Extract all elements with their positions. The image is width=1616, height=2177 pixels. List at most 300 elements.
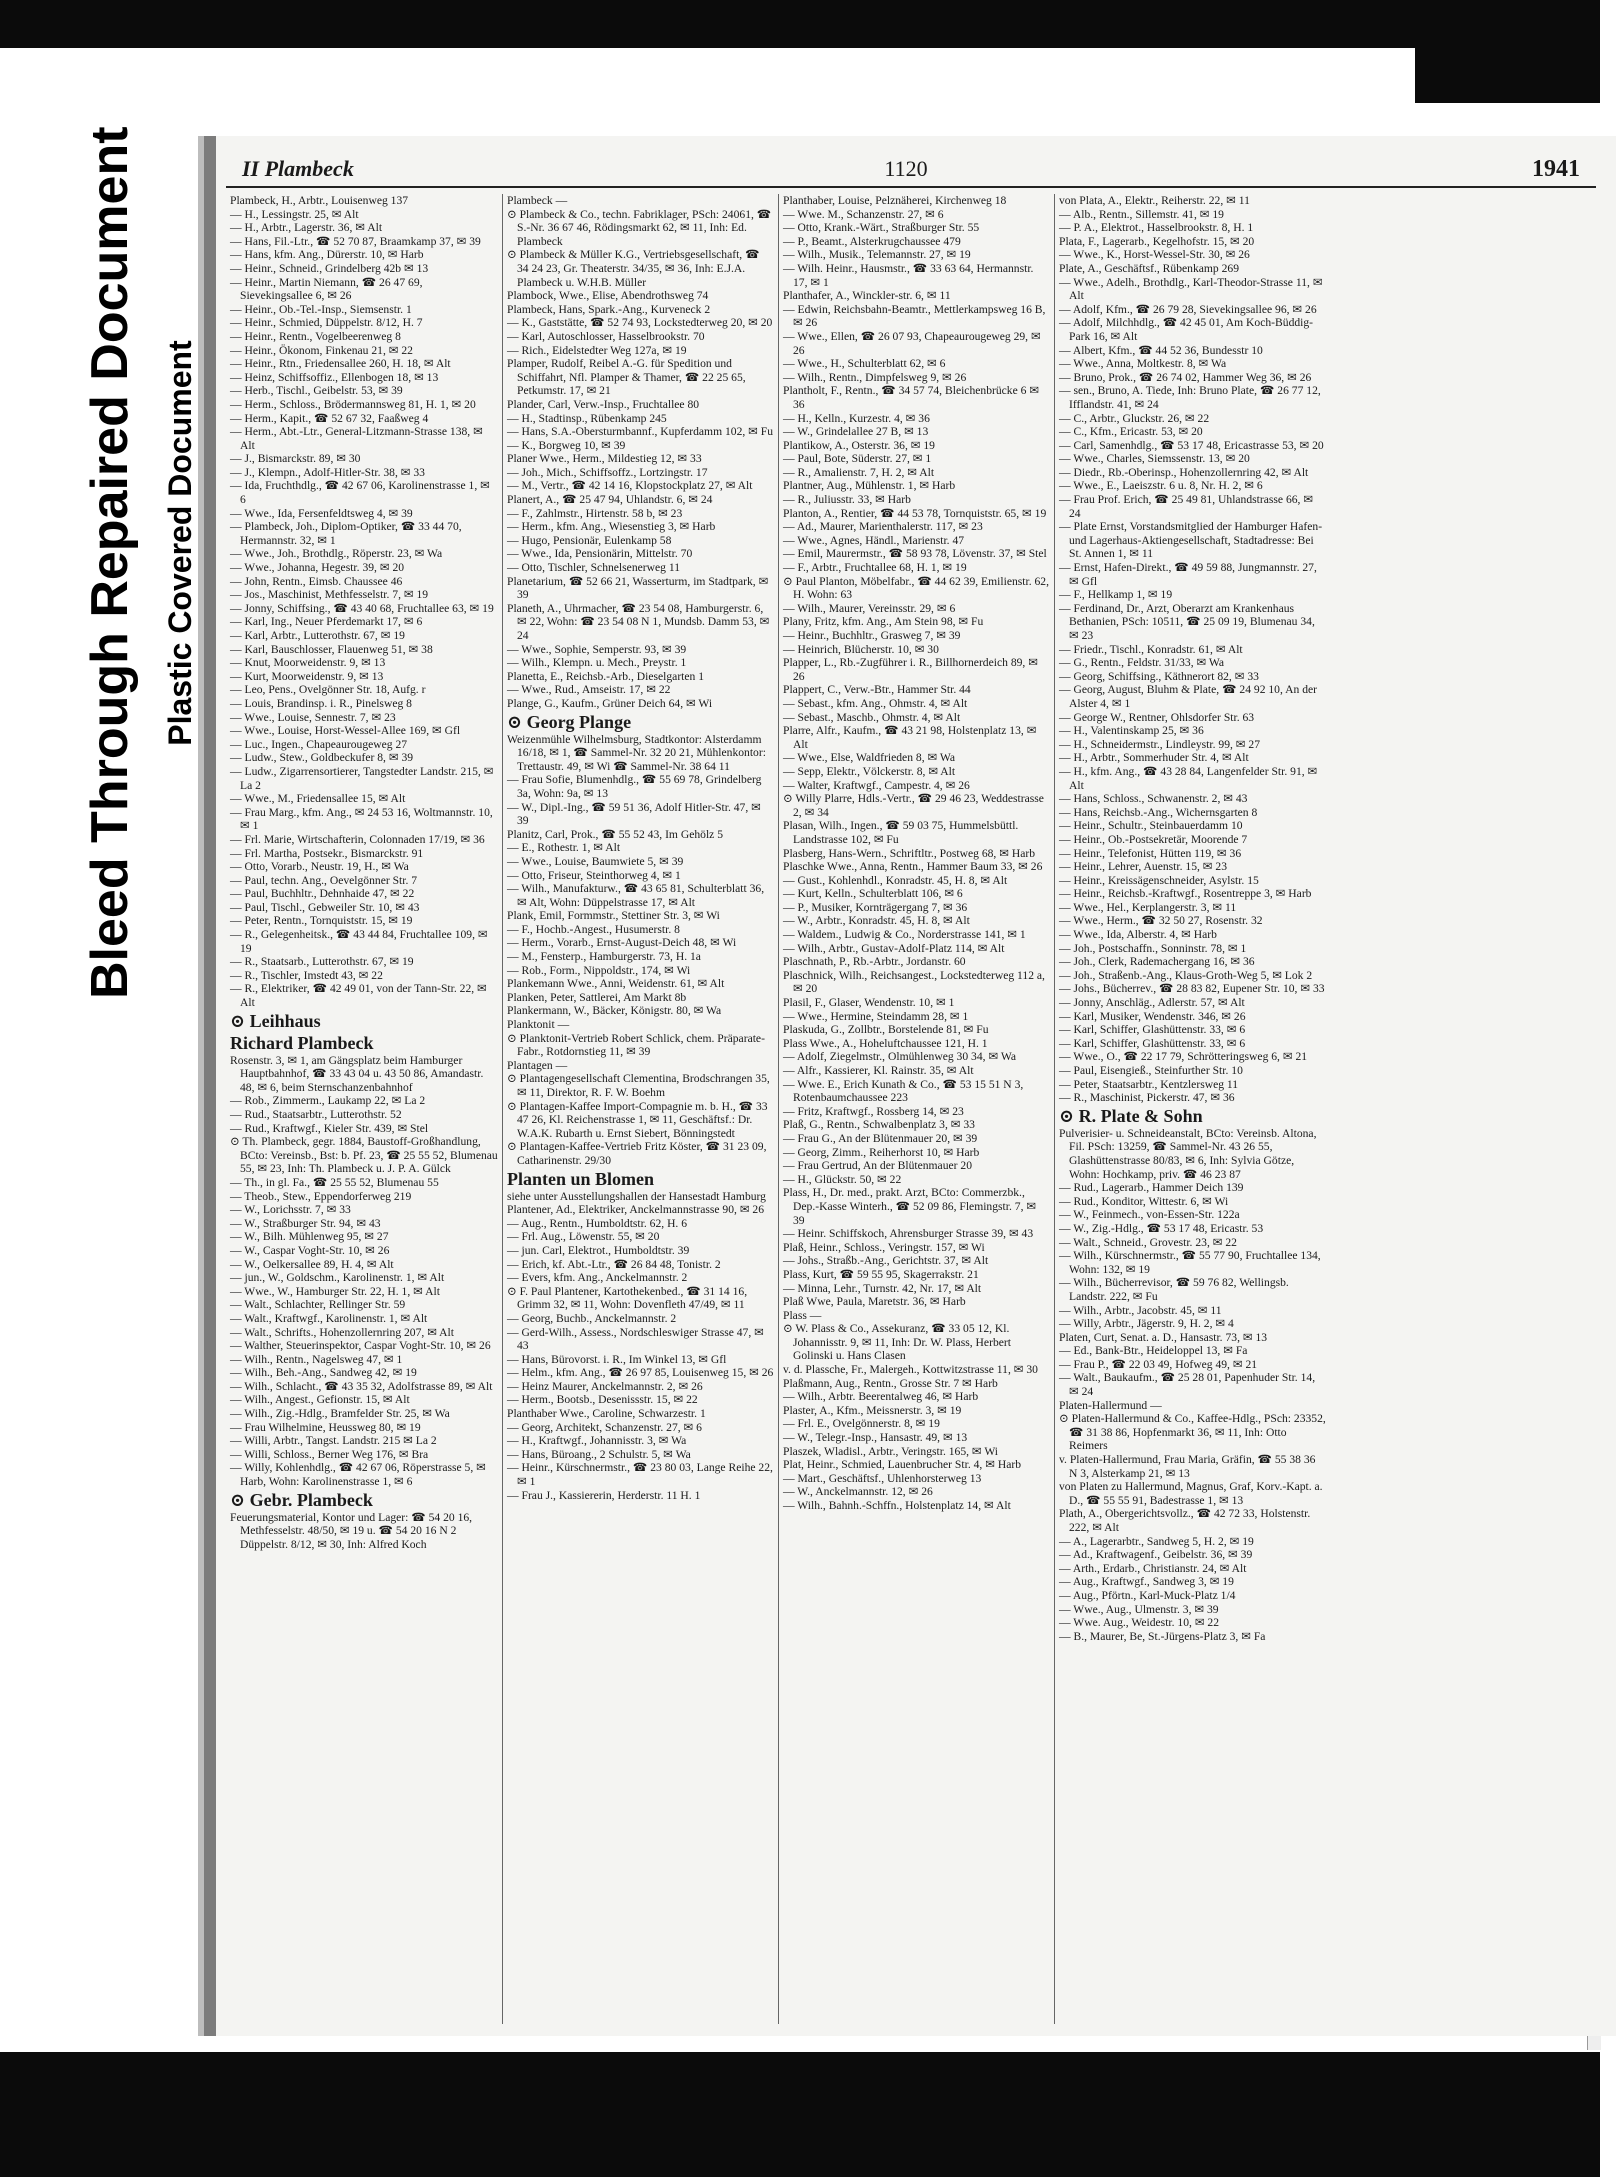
directory-entry: — Heinz, Schiffsoffiz., Ellenbogen 18, ✉ 13: [230, 370, 439, 384]
directory-entry: — Heinr., Lehrer, Auenstr. 15, ✉ 23: [1059, 860, 1227, 874]
directory-entry: — Wilh., Arbtr., Jacobstr. 45, ✉ 11: [1059, 1303, 1222, 1317]
directory-entry: — Bruno, Prok., ☎ 26 74 02, Hammer Weg 36, ✉ 26: [1059, 370, 1312, 384]
directory-entry: — G., Rentn., Feldstr. 31/33, ✉ Wa: [1059, 656, 1225, 670]
directory-entry: — W., Oelkersallee 89, H. 4, ✉ Alt: [230, 1257, 394, 1271]
column-3: [778, 194, 1054, 2024]
directory-entry: Richard Plambeck: [230, 1032, 374, 1053]
directory-entry: ⊙ F. Paul Plantener, Kartothekenbed., ☎ 31 14 16, Grimm 32, ✉ 11, Wohn: Dovenfleth 47/49, ✉ 11: [507, 1284, 748, 1312]
directory-entry: — Heinr., Reichsb.-Kraftwgf., Rosentreppe 3, ✉ Harb: [1059, 887, 1312, 901]
directory-entry: — Minna, Lehr., Turnstr. 42, Nr. 17, ✉ Alt: [783, 1281, 982, 1295]
directory-entry: — Wwe., Ida, Pensionärin, Mittelstr. 70: [507, 547, 693, 561]
directory-entry: Plarre, Alfr., Kaufm., ☎ 43 21 98, Holstenplatz 13, ✉ Alt: [783, 724, 1037, 751]
directory-entry: — Hans, S.A.-Obersturmbannf., Kupferdamm 102, ✉ Fu: [507, 425, 774, 439]
directory-entry: Plaßmann, Aug., Rentn., Grosse Str. 7 ✉ Harb: [783, 1376, 998, 1390]
directory-entry: — H., Glückstr. 50, ✉ 22: [783, 1172, 902, 1186]
directory-entry: — sen., Bruno, A. Tiede, Inh: Bruno Plate, ☎ 26 77 12, Ifflandstr. 41, ✉ 24: [1059, 384, 1321, 411]
directory-entry: — Walt., Schneid., Grovestr. 23, ✉ 22: [1059, 1235, 1237, 1249]
directory-entry: — H., Schneidermstr., Lindleystr. 99, ✉ 27: [1059, 737, 1260, 751]
directory-entry: — Helm., kfm. Ang., ☎ 26 97 85, Louisenweg 15, ✉ 26: [507, 1366, 774, 1380]
label-bleed-through: Bleed Through: [81, 632, 139, 999]
directory-entry: — Hans, Reichsb.-Ang., Wichernsgarten 8: [1059, 805, 1258, 819]
directory-entry: — Willi, Schloss., Berner Weg 176, ✉ Bra: [230, 1447, 429, 1461]
directory-entry: — Aug., Rentn., Humboldtstr. 62, H. 6: [507, 1216, 688, 1230]
label-plastic-covered: Plastic Covered Document: [162, 340, 198, 746]
directory-entry: — Hugo, Pensionär, Eulenkamp 58: [507, 533, 672, 547]
column-2: [502, 194, 778, 2024]
directory-entry: — Wilh., Bücherrevisor, ☎ 59 76 82, Wellingsb. Landstr. 222, ✉ Fu: [1059, 1276, 1289, 1303]
directory-entry: — Kurt, Kelln., Schulterblatt 106, ✉ 6: [783, 887, 963, 901]
directory-entry: Planert, A., ☎ 25 47 94, Uhlandstr. 6, ✉ 24: [507, 493, 713, 507]
directory-entry: — Gerd-Wilh., Assess., Nordschleswiger Strasse 47, ✉ 43: [507, 1325, 764, 1353]
directory-entry: Plaß Wwe, Paula, Maretstr. 36, ✉ Harb: [783, 1295, 966, 1309]
directory-entry: — Wwe., O., ☎ 22 17 79, Schrötteringsweg 6, ✉ 21: [1059, 1050, 1308, 1064]
directory-entry: Plankermann, W., Bäcker, Königstr. 80, ✉ Wa: [507, 1004, 722, 1018]
directory-entry: Feuerungsmaterial, Kontor und Lager: ☎ 54 20 16, Methfesselstr. 48/50, ✉ 19 u. ☎ 54 20 16 N 2 Düppelstr. 8/12, ✉ 30, Inh: Alfred Koch: [230, 1510, 473, 1551]
directory-columns: [226, 194, 1596, 2024]
directory-entry: Plaster, A., Kfm., Meissnerstr. 3, ✉ 19: [783, 1403, 962, 1417]
directory-entry: — P. A., Elektrot., Hasselbrookstr. 8, H. 1: [1059, 221, 1254, 235]
directory-entry: Plambeck —: [507, 194, 568, 207]
column-1: [226, 194, 502, 2024]
directory-entry: — Kurt, Moorweidenstr. 9, ✉ 13: [230, 669, 384, 683]
directory-entry: — Wwe., W., Hamburger Str. 22, H. 1, ✉ Alt: [230, 1284, 440, 1298]
directory-entry: — Knut, Moorweidenstr. 9, ✉ 13: [230, 656, 386, 670]
directory-entry: — Wwe., Hermine, Steindamm 28, ✉ 1: [783, 1009, 969, 1023]
directory-entry: — Georg, Architekt, Schanzenstr. 27, ✉ 6: [507, 1420, 702, 1434]
directory-entry: — Joh., Straßenb.-Ang., Klaus-Groth-Weg 5, ✉ Lok 2: [1059, 968, 1313, 982]
directory-entry: — Wilh., Bahnh.-Schffn., Holstenplatz 14, ✉ Alt: [783, 1499, 1011, 1512]
directory-entry: — M., Fensterp., Hamburgerstr. 73, H. 1a: [507, 950, 701, 964]
scan-border-bottom: [0, 2052, 1600, 2177]
directory-entry: — Theob., Stew., Eppendorferweg 219: [230, 1189, 412, 1203]
directory-entry: — Heinr., Ökonom, Finkenau 21, ✉ 22: [230, 343, 413, 357]
directory-entry: siehe unter Ausstellungshallen der Hansestadt Hamburg: [507, 1189, 766, 1203]
directory-entry: — Adolf, Ziegelmstr., Olmühlenweg 30 34, ✉ Wa: [783, 1050, 1017, 1064]
directory-entry: — Heinr., Ob.-Tel.-Insp., Siemsenstr. 1: [230, 302, 412, 316]
directory-entry: Plass, Kurt, ☎ 59 55 95, Skagerrakstr. 21: [783, 1267, 979, 1281]
directory-entry: — R., Juliusstr. 33, ✉ Harb: [783, 493, 911, 507]
directory-entry: — Wwe., Johanna, Hegestr. 39, ✉ 20: [230, 561, 405, 575]
directory-entry: — Wwe., M., Friedensallee 15, ✉ Alt: [230, 792, 406, 806]
directory-entry: — Hans, kfm. Ang., Dürerstr. 10, ✉ Harb: [230, 248, 424, 262]
directory-entry: — Plambeck, Joh., Diplom-Optiker, ☎ 33 44 70, Hermannstr. 32, ✉ 1: [230, 520, 462, 547]
directory-entry: — Mart., Geschäftsf., Uhlenhorsterweg 13: [783, 1471, 982, 1485]
directory-entry: — Ed., Bank-Btr., Heideloppel 13, ✉ Fa: [1059, 1344, 1248, 1358]
directory-entry: — R., Elektriker, ☎ 42 49 01, von der Tann-Str. 22, ✉ Alt: [230, 982, 487, 1010]
directory-entry: — K., Gaststätte, ☎ 52 74 93, Lockstedterweg 20, ✉ 20: [507, 316, 773, 330]
directory-entry: — Wwe., Herm., ☎ 32 50 27, Rosenstr. 32: [1059, 914, 1263, 928]
running-head-left: II Plambeck: [242, 156, 354, 181]
directory-entry: — Luc., Ingen., Chapeaurougeweg 27: [230, 737, 408, 751]
directory-entry: — Herb., Tischl., Geibelstr. 53, ✉ 39: [230, 384, 403, 398]
directory-entry: Plander, Carl, Verw.-Insp., Fruchtallee 80: [507, 397, 700, 411]
directory-entry: — Sebast., Maschb., Ohmstr. 4, ✉ Alt: [783, 710, 961, 724]
directory-entry: — Otto, Friseur, Steinthorweg 4, ✉ 1: [507, 868, 681, 882]
directory-entry: Plamper, Rudolf, Reibel A.-G. für Spedition und Schiffahrt, Nfl. Plamper & Thamer, ☎ 22 25 65, Petkumstr. 17, ✉ 21: [507, 357, 746, 398]
directory-entry: — Jos., Maschinist, Methfesselstr. 7, ✉ 19: [230, 588, 429, 602]
directory-entry: — Frau J., Kassiererin, Herderstr. 11 H. 1: [507, 1488, 701, 1502]
directory-entry: Planthafer, A., Winckler-str. 6, ✉ 11: [783, 289, 951, 303]
directory-entry: — Jonny, Anschläg., Adlerstr. 57, ✉ Alt: [1059, 996, 1245, 1010]
directory-entry: ⊙ Plantagen-Kaffee Import-Compagnie m. b. H., ☎ 33 47 26, Kl. Reichenstrasse 1, ✉ 11, Geschäftsf.: Dr. W.A.K. Rubarth u. Ernst Siebert, Bönningstedt: [507, 1099, 768, 1140]
directory-entry: — Wilh., Angest., Gefionstr. 15, ✉ Alt: [230, 1393, 410, 1407]
directory-entry: — Diedr., Rb.-Oberinsp., Hohenzollernring 42, ✉ Alt: [1059, 465, 1309, 479]
directory-entry: — F., Arbtr., Fruchtallee 68, H. 1, ✉ 19: [783, 561, 967, 575]
directory-entry: — Paul, Eisengieß., Steinfurther Str. 10: [1059, 1064, 1243, 1077]
directory-entry: ⊙ Plambeck & Co., techn. Fabriklager, PSch: 24061, ☎ S.-Nr. 36 67 46, Rödingsmarkt 62, ✉ 11, Inh: Ed. Plambeck: [507, 207, 772, 248]
directory-entry: — J., Bismarckstr. 89, ✉ 30: [230, 452, 361, 466]
directory-entry: — Fritz, Kraftwgf., Rossberg 14, ✉ 23: [783, 1104, 964, 1118]
directory-entry: — Heinr., Rtn., Friedensallee 260, H. 18, ✉ Alt: [230, 357, 451, 371]
directory-entry: Platen-Hallermund —: [1059, 1398, 1162, 1412]
directory-entry: — Wwe., Louise, Baumwiete 5, ✉ 39: [507, 854, 684, 868]
directory-entry: Planthaber Wwe., Caroline, Schwarzestr. 1: [507, 1407, 706, 1421]
directory-entry: — Frau Marg., kfm. Ang., ✉ 24 53 16, Woltmannstr. 10, ✉ 1: [230, 805, 493, 833]
directory-entry: ⊙ Paul Planton, Möbelfabr., ☎ 44 62 39, Emilienstr. 62, H. Wohn: 63: [783, 574, 1049, 602]
directory-entry: — Herm., Abt.-Ltr., General-Litzmann-Strasse 138, ✉ Alt: [230, 425, 483, 452]
directory-entry: — Herm., Kapit., ☎ 52 67 32, Faaßweg 4: [230, 411, 429, 425]
directory-entry: Planetta, E., Reichsb.-Arb., Dieselgarten 1: [507, 669, 705, 683]
directory-entry: — Heinr., Rentn., Vogelbeerenweg 8: [230, 329, 401, 343]
directory-entry: Planetarium, ☎ 52 66 21, Wasserturm, im Stadtpark, ✉ 39: [507, 574, 769, 602]
directory-entry: — Wilh., Zig.-Hdlg., Bramfelder Str. 25, ✉ Wa: [230, 1407, 450, 1421]
directory-entry: — Wwe., Hel., Kerplangerstr. 3, ✉ 11: [1059, 900, 1237, 914]
directory-entry: — Karl, Schiffer, Glashüttenstr. 33, ✉ 6: [1059, 1036, 1246, 1050]
directory-entry: Plantikow, A., Osterstr. 36, ✉ 19: [783, 438, 935, 452]
directory-entry: — H., Stadtinsp., Rübenkamp 245: [507, 411, 667, 425]
directory-entry: Planken, Peter, Sattlerei, Am Markt 8b: [507, 990, 687, 1004]
directory-entry: — Heinrich, Blücherstr. 10, ✉ 30: [783, 642, 939, 656]
directory-entry: — Albert, Kfm., ☎ 44 52 36, Bundesstr 10: [1059, 343, 1263, 357]
directory-entry: — Paul, Bote, Süderstr. 27, ✉ 1: [783, 452, 932, 466]
directory-entry: — Heinr., Telefonist, Hütten 119, ✉ 36: [1059, 846, 1242, 860]
directory-entry: — Wwe. Aug., Weidestr. 10, ✉ 22: [1059, 1616, 1220, 1630]
directory-entry: — W., Caspar Voght-Str. 10, ✉ 26: [230, 1243, 390, 1257]
directory-entry: — Wilh., Kürschnermstr., ☎ 55 77 90, Fruchtallee 134, Wohn: 132, ✉ 19: [1059, 1249, 1321, 1276]
directory-entry: — Heinz Maurer, Anckelmannstr. 2, ✉ 26: [507, 1379, 703, 1393]
directory-entry: Planton, A., Rentier, ☎ 44 53 78, Tornquiststr. 65, ✉ 19: [783, 506, 1047, 520]
directory-entry: Plappert, C., Verw.-Btr., Hammer Str. 44: [783, 683, 971, 697]
directory-entry: — K., Borgweg 10, ✉ 39: [507, 438, 626, 452]
directory-entry: — Otto, Vorarb., Neustr. 19, H., ✉ Wa: [230, 860, 409, 874]
directory-entry: — Wilh., Maurer, Vereinsstr. 29, ✉ 6: [783, 601, 956, 615]
directory-entry: — Heinr., Buchhltr., Grasweg 7, ✉ 39: [783, 629, 961, 642]
directory-entry: — Th., in gl. Fa., ☎ 25 55 52, Blumenau 55: [230, 1175, 439, 1189]
directory-entry: — H., Arbtr., Lagerstr. 36, ✉ Alt: [230, 221, 383, 235]
directory-entry: — Heinr., Schmied, Düppelstr. 8/12, H. 7: [230, 316, 423, 330]
directory-entry: — R., Gelegenheitsk., ☎ 43 44 84, Fruchtallee 109, ✉ 19: [230, 928, 488, 955]
directory-entry: ⊙ Plambeck & Müller K.G., Vertriebsgesellschaft, ☎ 34 24 23, Gr. Theaterstr. 34/35, ✉ 36, Inh: E.J.A. Plambeck u. W.H.B. Müller: [507, 248, 760, 289]
directory-entry: — Karl, Bauschlosser, Flauenweg 51, ✉ 38: [230, 642, 433, 656]
directory-entry: — Willy, Arbtr., Jägerstr. 9, H. 2, ✉ 4: [1059, 1317, 1234, 1331]
directory-entry: — Rud., Konditor, Wittestr. 6, ✉ Wi: [1059, 1194, 1229, 1208]
directory-entry: Planeth, A., Uhrmacher, ☎ 23 54 08, Hamburgerstr. 6, ✉ 22, Wohn: ☎ 23 54 08 N 1, Mundsb. Damm 53, ✉ 24: [507, 601, 770, 642]
directory-entry: — B., Maurer, Be, St.-Jürgens-Platz 3, ✉ Fa: [1059, 1629, 1266, 1643]
label-bleed-repaired: [75, 126, 145, 999]
directory-entry: — Wwe., K., Horst-Wessel-Str. 30, ✉ 26: [1059, 248, 1250, 262]
directory-entry: — Walt., Kraftwgf., Karolinenstr. 1, ✉ Alt: [230, 1311, 428, 1325]
directory-entry: — Louis, Brandinsp. i. R., Pinelsweg 8: [230, 696, 412, 710]
directory-entry: ⊙ Th. Plambeck, gegr. 1884, Baustoff-Großhandlung, BCto: Vereinsb., Bst: b. Pf. 23, ☎ 25 55 52, Blumenau 55, ✉ 23, Inh: Th. Plambeck u. J. P. A. Gülck: [230, 1135, 498, 1176]
scanned-page: [204, 136, 1616, 2036]
directory-entry: v. d. Plassche, Fr., Malergeh., Kottwitzstrasse 11, ✉ 30: [783, 1363, 1038, 1377]
directory-entry: — Hans, Büroang., 2 Schulstr. 5, ✉ Wa: [507, 1447, 691, 1461]
directory-entry: — Adolf, Kfm., ☎ 26 79 28, Sievekingsallee 96, ✉ 26: [1059, 302, 1317, 316]
directory-entry: — Johs., Straßb.-Ang., Gerichtstr. 37, ✉ Alt: [783, 1254, 989, 1268]
directory-entry: Plata, F., Lagerarb., Kegelhofstr. 15, ✉ 20: [1059, 234, 1255, 248]
directory-entry: — Frau Prof. Erich, ☎ 25 49 81, Uhlandstrasse 66, ✉ 24: [1059, 493, 1314, 520]
directory-entry: Plambeck, Hans, Spark.-Ang., Kurveneck 2: [507, 302, 711, 316]
directory-entry: — George W., Rentner, Ohlsdorfer Str. 63: [1059, 710, 1255, 724]
directory-entry: — Rob., Zimmerm., Laukamp 22, ✉ La 2: [230, 1094, 426, 1108]
directory-entry: — Leo, Pens., Ovelgönner Str. 18, Aufg. r: [230, 683, 426, 697]
directory-entry: — Herm., Vorarb., Ernst-August-Deich 48, ✉ Wi: [507, 936, 737, 950]
directory-entry: Plate, A., Geschäftsf., Rübenkamp 269: [1059, 261, 1239, 275]
directory-entry: — Wilh., Manufakturw., ☎ 43 65 81, Schulterblatt 36, ✉ Alt, Wohn: Düppelstrasse 17, ✉ Alt: [507, 882, 765, 909]
directory-entry: Plange, G., Kaufm., Grüner Deich 64, ✉ Wi: [507, 696, 713, 710]
directory-entry: — Willi, Arbtr., Tangst. Landstr. 215 ✉ La 2: [230, 1434, 437, 1448]
directory-entry: — R., Staatsarb., Lutterothstr. 67, ✉ 19: [230, 955, 414, 969]
directory-entry: Plantener, Ad., Elektriker, Anckelmannstrasse 90, ✉ 26: [507, 1203, 765, 1217]
directory-entry: Plankemann Wwe., Anni, Weidenstr. 61, ✉ Alt: [507, 977, 725, 991]
directory-entry: — H., Lessingstr. 25, ✉ Alt: [230, 207, 359, 221]
directory-entry: — Heinr., Schneid., Grindelberg 42b ✉ 13: [230, 261, 429, 275]
directory-entry: — Frau Wilhelmine, Heussweg 80, ✉ 19: [230, 1420, 421, 1434]
directory-entry: — Sebast., kfm. Ang., Ohmstr. 4, ✉ Alt: [783, 696, 968, 710]
directory-entry: — Karl, Schiffer, Glashüttenstr. 33, ✉ 6: [1059, 1023, 1246, 1037]
directory-entry: — Wwe., Ida, Fersenfeldtsweg 4, ✉ 39: [230, 506, 413, 520]
directory-entry: Pulverisier- u. Schneideanstalt, BCto: Vereinsb. Altona, Fil. PSch: 13259, ☎ Sammel-Nr. 43 26 55, Glashüttenstrasse 80/83, ✉ 6, Inh: Sylvia Götze, Wohn: Hochkamp, priv. ☎ 46 23 87: [1059, 1126, 1317, 1181]
directory-entry: — Hans, Schloss., Schwanenstr. 2, ✉ 43: [1059, 792, 1248, 806]
directory-entry: — Rud., Kraftwgf., Kieler Str. 439, ✉ Stel: [230, 1121, 429, 1135]
directory-entry: — Walt., Schlachter, Rellinger Str. 59: [230, 1298, 406, 1312]
directory-entry: ⊙ Willy Plarre, Hdls.-Vertr., ☎ 29 46 23, Weddestrasse 2, ✉ 34: [783, 792, 1044, 819]
directory-entry: — Walter, Kraftwgf., Campestr. 4, ✉ 26: [783, 778, 970, 792]
directory-entry: — Heinr., Martin Niemann, ☎ 26 47 69, Sievekingsallee 6, ✉ 26: [230, 275, 423, 303]
directory-entry: Plasberg, Hans-Wern., Schriftltr., Postweg 68, ✉ Harb: [783, 846, 1035, 860]
directory-entry: v. Platen-Hallermund, Frau Maria, Gräfin, ☎ 55 38 36 N 3, Alsterkamp 21, ✉ 13: [1059, 1453, 1316, 1480]
directory-entry: — Frl. Marie, Wirtschafterin, Colonnaden 17/19, ✉ 36: [230, 832, 485, 846]
directory-entry: — Karl, Ing., Neuer Pferdemarkt 17, ✉ 6: [230, 615, 423, 629]
directory-entry: ⊙ Planktonit-Vertrieb Robert Schlick, chem. Präparate-Fabr., Rotdornstieg 11, ✉ 39: [507, 1031, 765, 1059]
directory-entry: — W., Straßburger Str. 94, ✉ 43: [230, 1216, 381, 1230]
directory-entry: — Georg, Schiffsing., Käthnerort 82, ✉ 33: [1059, 669, 1259, 683]
directory-entry: Planitz, Carl, Prok., ☎ 55 52 43, Im Gehölz 5: [507, 827, 724, 841]
directory-entry: — Adolf, Milchhdlg., ☎ 42 45 01, Am Koch-Büddig-Park 16, ✉ Alt: [1059, 316, 1314, 343]
directory-entry: Plat, Heinr., Schmied, Lauenbrucher Str. 4, ✉ Harb: [783, 1458, 1021, 1472]
directory-entry: — Ludw., Stew., Goldbeckufer 8, ✉ 39: [230, 751, 414, 765]
directory-entry: — Edwin, Reichsbahn-Beamtr., Mettlerkampsweg 16 B, ✉ 26: [783, 302, 1046, 330]
directory-entry: Plantagen —: [507, 1058, 568, 1072]
directory-entry: — P., Musiker, Kornträgergang 7, ✉ 36: [783, 900, 968, 914]
directory-entry: Planten un Blomen: [507, 1168, 655, 1189]
directory-entry: — Wwe. E., Erich Kunath & Co., ☎ 53 15 51 N 3, Rotenbaumchaussee 223: [783, 1077, 1024, 1105]
directory-entry: Plasil, F., Glaser, Wendenstr. 10, ✉ 1: [783, 996, 955, 1010]
directory-entry: — Karl, Arbtr., Lutterothstr. 67, ✉ 19: [230, 629, 405, 642]
directory-entry: — Paul, Tischl., Gebweiler Str. 10, ✉ 43: [230, 900, 420, 914]
directory-entry: — Evers, kfm. Ang., Anckelmannstr. 2: [507, 1271, 688, 1285]
directory-entry: — H., kfm. Ang., ☎ 43 28 84, Langenfelder Str. 91, ✉ Alt: [1059, 764, 1318, 792]
directory-entry: ⊙ R. Plate & Sohn: [1059, 1105, 1203, 1126]
directory-entry: Plantholt, F., Rentn., ☎ 34 57 74, Bleichenbrücke 6 ✉ 36: [783, 384, 1040, 411]
directory-entry: — Wwe. M., Schanzenstr. 27, ✉ 6: [783, 207, 944, 221]
label-repaired: Repaired Document: [81, 126, 139, 618]
directory-entry: — Hans, Bürovorst. i. R., Im Winkel 13, ✉ Gfl: [507, 1352, 727, 1366]
directory-entry: Plath, A., Obergerichtsvollz., ☎ 42 72 33, Holstenstr. 222, ✉ Alt: [1059, 1507, 1311, 1534]
directory-entry: — Wilh., Rentn., Nagelsweg 47, ✉ 1: [230, 1352, 403, 1366]
directory-entry: — W., Dipl.-Ing., ☎ 59 51 36, Adolf Hitler-Str. 47, ✉ 39: [507, 800, 761, 828]
directory-entry: — Ernst, Hafen-Direkt., ☎ 49 59 88, Jungmannstr. 27, ✉ Gfl: [1059, 561, 1317, 588]
directory-entry: — Herm., kfm. Ang., Wiesenstieg 3, ✉ Harb: [507, 520, 716, 534]
directory-entry: Plaß, Heinr., Schloss., Veringstr. 157, ✉ Wi: [783, 1240, 985, 1254]
directory-entry: Plapper, L., Rb.-Zugführer i. R., Billhornerdeich 89, ✉ 26: [783, 656, 1038, 683]
directory-entry: — Wwe., Else, Waldfrieden 8, ✉ Wa: [783, 751, 956, 765]
directory-entry: Rosenstr. 3, ✉ 1, am Gängsplatz beim Hamburger Hauptbahnhof, ☎ 33 43 04 u. 43 50 86, Amandastr. 48, ✉ 6, beim Sternschanzenbahnhof: [230, 1053, 484, 1094]
directory-entry: — jun. Carl, Elektrot., Humboldtstr. 39: [507, 1243, 690, 1257]
directory-entry: — H., Kelln., Kurzestr. 4, ✉ 36: [783, 411, 930, 425]
directory-entry: — Georg, Zimm., Reiherhorst 10, ✉ Harb: [783, 1145, 980, 1159]
directory-entry: — H., Kraftwgf., Johannisstr. 3, ✉ Wa: [507, 1434, 687, 1448]
scan-border-top-right: [1415, 48, 1600, 103]
directory-entry: Plaschnick, Wilh., Reichsangest., Lockstedterweg 112 a, ✉ 20: [783, 968, 1045, 996]
directory-entry: — Georg, Buchb., Anckelmannstr. 2: [507, 1311, 677, 1325]
directory-entry: — Georg, August, Bluhm & Plate, ☎ 24 92 10, An der Alster 4, ✉ 1: [1059, 683, 1318, 710]
directory-entry: — Walt., Schrifts., Hohenzollernring 207, ✉ Alt: [230, 1325, 454, 1339]
directory-entry: — Peter, Staatsarbtr., Kentzlersweg 11: [1059, 1077, 1239, 1091]
directory-entry: — R., Amalienstr. 7, H. 2, ✉ Alt: [783, 465, 935, 479]
directory-entry: — Heinr. Schiffskoch, Ahrensburger Strasse 39, ✉ 43: [783, 1227, 1034, 1241]
directory-entry: — Wilh., Beh.-Ang., Sandweg 42, ✉ 19: [230, 1366, 417, 1380]
directory-entry: — Herm., Bootsb., Desenissstr. 15, ✉ 22: [507, 1393, 698, 1407]
directory-entry: — W., Arbtr., Konradstr. 45, H. 8, ✉ Alt: [783, 914, 970, 928]
directory-entry: — Walther, Steuerinspektor, Caspar Voght-Str. 10, ✉ 26: [230, 1339, 491, 1353]
directory-entry: — Wilh., Musik., Telemannstr. 27, ✉ 19: [783, 248, 971, 262]
directory-entry: — Wilh. Heinr., Hausmstr., ☎ 33 63 64, Hermannstr. 17, ✉ 1: [783, 261, 1034, 289]
directory-entry: — Wilh., Arbtr. Beerentalweg 46, ✉ Harb: [783, 1390, 979, 1404]
directory-entry: — Rob., Form., Nippoldstr., 174, ✉ Wi: [507, 963, 691, 977]
directory-entry: — Frl. Martha, Postsekr., Bismarckstr. 91: [230, 846, 424, 860]
directory-entry: — Rich., Eidelstedter Weg 127a, ✉ 19: [507, 343, 687, 357]
directory-entry: — Wwe., Anna, Moltkestr. 8, ✉ Wa: [1059, 357, 1227, 371]
directory-entry: — Joh., Clerk, Rademachergang 16, ✉ 36: [1059, 955, 1255, 969]
page-content: [226, 136, 1596, 2036]
directory-entry: — Frl. Aug., Löwenstr. 55, ✉ 20: [507, 1230, 660, 1244]
directory-entry: — Wwe., Joh., Brothdlg., Röperstr. 23, ✉ Wa: [230, 547, 443, 561]
directory-entry: Weizenmühle Wilhelmsburg, Stadtkontor: Alsterdamm 16/18, ✉ 1, ☎ Sammel-Nr. 32 20 21, Mühlenkontor: Trettaustr. 49, ✉ Wi ☎ Sammel-Nr. 38 64 11: [507, 732, 766, 773]
directory-entry: — Rud., Lagerarb., Hammer Deich 139: [1059, 1181, 1244, 1195]
column-4: [1054, 194, 1330, 2024]
directory-entry: — Otto, Tischler, Schnelsenerweg 11: [507, 561, 680, 575]
running-head: [226, 154, 1596, 188]
directory-entry: — Heinr., Ob.-Postsekretär, Moorende 7: [1059, 832, 1248, 846]
directory-entry: ⊙ Georg Plange: [507, 711, 632, 732]
directory-entry: — E., Rothestr. 1, ✉ Alt: [507, 841, 621, 855]
directory-entry: Plany, Fritz, kfm. Ang., Am Stein 98, ✉ Fu: [783, 615, 984, 629]
directory-entry: — W., Grindelallee 27 B, ✉ 13: [783, 425, 929, 439]
directory-entry: — H., Valentinskamp 25, ✉ 36: [1059, 724, 1204, 738]
directory-entry: — C., Kfm., Ericastr. 53, ✉ 20: [1059, 425, 1203, 439]
directory-entry: — A., Lagerarbtr., Sandweg 5, H. 2, ✉ 19: [1059, 1534, 1254, 1548]
directory-entry: — John, Rentn., Eimsb. Chaussee 46: [230, 574, 403, 588]
directory-entry: — Heinr., Kürschnermstr., ☎ 23 80 03, Lange Reihe 22, ✉ 1: [507, 1461, 773, 1489]
directory-entry: — W., Anckelmannstr. 12, ✉ 26: [783, 1485, 933, 1499]
directory-entry: — F., Zahlmstr., Hirtenstr. 58 b, ✉ 23: [507, 506, 683, 520]
directory-entry: — Frau P., ☎ 22 03 49, Hofweg 49, ✉ 21: [1059, 1357, 1258, 1371]
directory-entry: ⊙ Plantagen-Kaffee-Vertrieb Fritz Köster, ☎ 31 23 09, Catharinenstr. 29/30: [507, 1140, 767, 1167]
directory-entry: — Aug., Kraftwgf., Sandweg 3, ✉ 19: [1059, 1575, 1234, 1589]
directory-entry: — W., Telegr.-Insp., Hansastr. 49, ✉ 13: [783, 1431, 968, 1445]
directory-entry: — Ferdinand, Dr., Arzt, Oberarzt am Krankenhaus Bethanien, PSch: 10511, ☎ 25 09 19, Blumenau 34, ✉ 23: [1059, 601, 1315, 642]
directory-entry: — Plate Ernst, Vorstandsmitglied der Hamburger Hafen- und Lagerhaus-Aktiengesellschaft, Stadtadresse: Bei St. Annen 1, ✉ 11: [1059, 520, 1323, 561]
directory-entry: Plantner, Aug., Mühlenstr. 1, ✉ Harb: [783, 479, 956, 493]
directory-entry: ⊙ Leihhaus: [230, 1010, 321, 1031]
directory-entry: — Wwe., Agnes, Händl., Marienstr. 47: [783, 533, 965, 547]
directory-entry: — Paul, techn. Ang., Oevelgönner Str. 7: [230, 873, 418, 887]
year: 1941: [1532, 156, 1580, 182]
directory-entry: — Peter, Rentn., Tornquiststr. 15, ✉ 19: [230, 914, 413, 928]
directory-entry: — W., Lorichsstr. 7, ✉ 33: [230, 1203, 351, 1217]
directory-entry: — M., Vertr., ☎ 42 14 16, Klopstockplatz 27, ✉ Alt: [507, 479, 753, 493]
directory-entry: — Wilh., Klempn. u. Mech., Preystr. 1: [507, 656, 687, 670]
directory-entry: — Alfr., Kassierer, Kl. Rainstr. 35, ✉ Alt: [783, 1064, 974, 1077]
directory-entry: ⊙ Platen-Hallermund & Co., Kaffee-Hdlg., PSch: 23352, ☎ 31 38 86, Hopfenmarkt 36, ✉ 11, Inh: Otto Reimers: [1059, 1412, 1326, 1453]
directory-entry: — R., Maschinist, Pickerstr. 47, ✉ 36: [1059, 1091, 1235, 1105]
directory-entry: Plass —: [783, 1308, 822, 1322]
directory-entry: Plaß, G., Rentn., Schwalbenplatz 3, ✉ 33: [783, 1118, 975, 1132]
directory-entry: — jun., W., Goldschm., Karolinenstr. 1, ✉ Alt: [230, 1271, 445, 1285]
directory-entry: — Ad., Maurer, Marienthalerstr. 117, ✉ 23: [783, 520, 983, 534]
directory-entry: — Carl, Samenhdlg., ☎ 53 17 48, Ericastrasse 53, ✉ 20: [1059, 438, 1324, 452]
directory-entry: — Frl. E., Ovelgönnerstr. 8, ✉ 19: [783, 1417, 940, 1431]
directory-entry: — W., Zig.-Hdlg., ☎ 53 17 48, Ericastr. 53: [1059, 1221, 1264, 1235]
directory-entry: — J., Klempn., Adolf-Hitler-Str. 38, ✉ 33: [230, 465, 425, 479]
directory-entry: — Wilh., Arbtr., Gustav-Adolf-Platz 114, ✉ Alt: [783, 941, 1005, 955]
directory-entry: Plass Wwe., A., Hoheluftchaussee 121, H. 1: [783, 1036, 988, 1050]
directory-entry: — Frau Gertrud, An der Blütenmauer 20: [783, 1159, 972, 1173]
directory-entry: — H., Arbtr., Sommerhuder Str. 4, ✉ Alt: [1059, 751, 1249, 765]
directory-entry: — Joh., Postschaffn., Sonninstr. 78, ✉ 1: [1059, 941, 1247, 955]
directory-entry: — Wwe., Sophie, Semperstr. 93, ✉ 39: [507, 642, 687, 656]
directory-entry: — Wwe., Ellen, ☎ 26 07 93, Chapeaurougeweg 29, ✉ 26: [783, 329, 1041, 357]
directory-entry: — Gust., Kohlenhdl., Konradstr. 45, H. 8, ✉ Alt: [783, 873, 1008, 887]
directory-entry: — Heinr., Kreissägenschneider, Asylstr. 15: [1059, 873, 1259, 887]
directory-entry: — Johs., Bücherrev., ☎ 28 83 82, Eupener Str. 10, ✉ 33: [1059, 982, 1325, 996]
directory-entry: — Paul, Buchhltr., Dehnhaide 47, ✉ 22: [230, 887, 415, 901]
scan-border-top: [0, 0, 1600, 48]
directory-entry: — Hans, Fil.-Ltr., ☎ 52 70 87, Braamkamp 37, ✉ 39: [230, 234, 481, 248]
directory-entry: ⊙ Gebr. Plambeck: [230, 1489, 373, 1510]
directory-entry: Plank, Emil, Formmstr., Stettiner Str. 3, ✉ Wi: [507, 909, 720, 923]
directory-entry: — Wwe., Aug., Ulmenstr. 3, ✉ 39: [1059, 1602, 1219, 1616]
directory-entry: — Karl, Musiker, Wendenstr. 346, ✉ 26: [1059, 1009, 1246, 1023]
directory-entry: Plaschke Wwe., Anna, Rentn., Hammer Baum 33, ✉ 26: [783, 860, 1043, 874]
directory-entry: — F., Hellkamp 1, ✉ 19: [1059, 588, 1173, 602]
directory-entry: Plambock, Wwe., Elise, Abendrothsweg 74: [507, 289, 709, 303]
page-number: 1120: [884, 156, 928, 181]
directory-entry: — Rud., Staatsarbtr., Lutterothstr. 52: [230, 1108, 402, 1121]
directory-entry: — Wwe., Adelh., Brothdlg., Karl-Theodor-Strasse 11, ✉ Alt: [1059, 275, 1323, 303]
directory-entry: — Ida, Fruchthdlg., ☎ 42 67 06, Karolinenstrasse 1, ✉ 6: [230, 479, 490, 507]
directory-entry: Plaschnath, P., Rb.-Arbtr., Jordanstr. 60: [783, 955, 966, 969]
directory-entry: — Arth., Erdarb., Christianstr. 24, ✉ Alt: [1059, 1561, 1247, 1575]
directory-entry: — Herm., Schloss., Brödermannsweg 81, H. 1, ✉ 20: [230, 397, 476, 411]
directory-entry: Planer Wwe., Herm., Mildestieg 12, ✉ 33: [507, 452, 702, 466]
directory-entry: von Plata, A., Elektr., Reiherstr. 22, ✉ 11: [1059, 194, 1250, 207]
directory-entry: — Joh., Mich., Schiffsoffz., Lortzingstr. 17: [507, 465, 708, 479]
directory-entry: Planthaber, Louise, Pelznäherei, Kirchenweg 18: [783, 194, 1007, 207]
directory-entry: ⊙ Plantagengesellschaft Clementina, Brodschrangen 35, ✉ 11, Direktor, R. F. W. Boehm: [507, 1072, 770, 1099]
directory-entry: — Wilh., Schlacht., ☎ 43 35 32, Adolfstrasse 89, ✉ Alt: [230, 1379, 493, 1393]
